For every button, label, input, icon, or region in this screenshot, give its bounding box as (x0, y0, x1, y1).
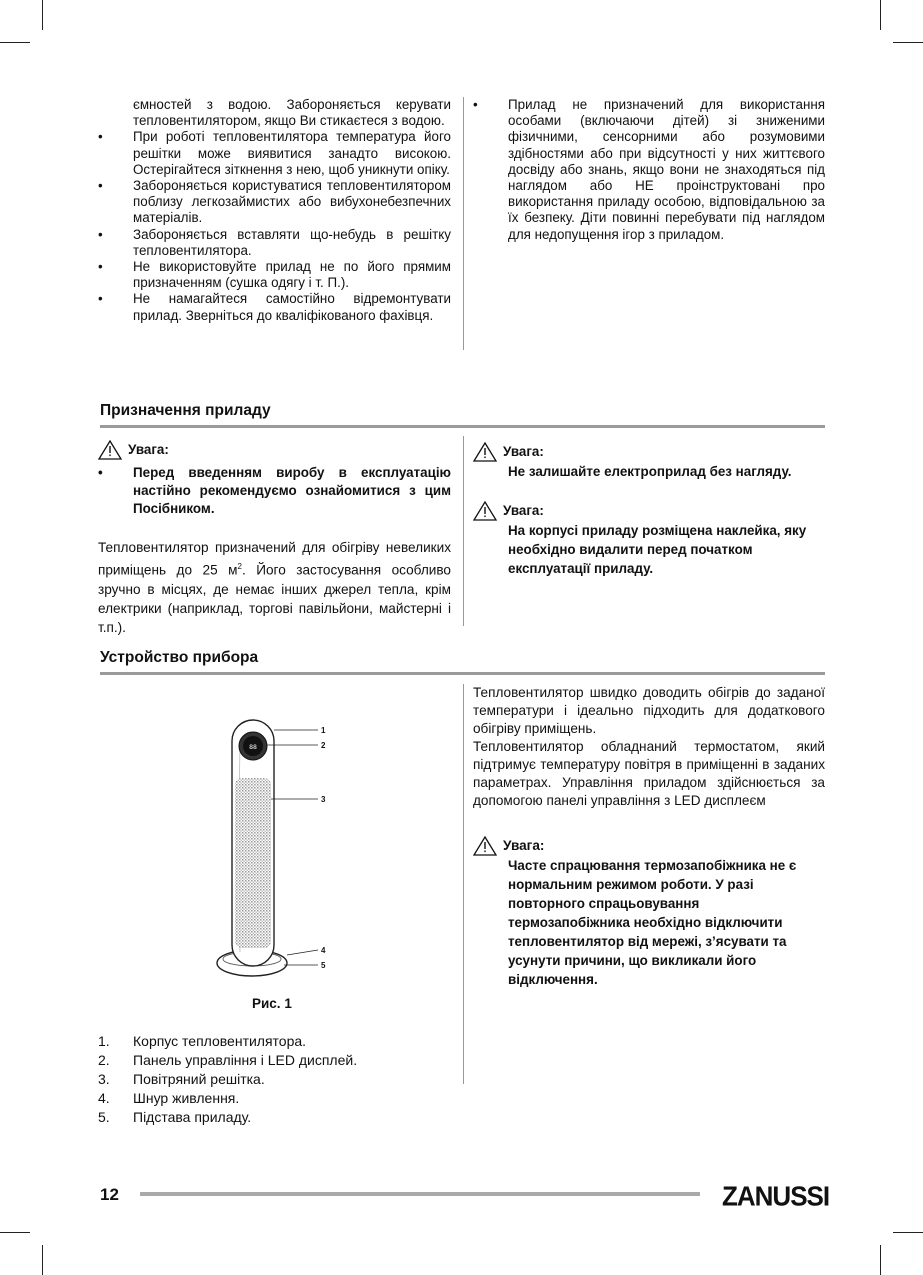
section-rule (100, 425, 825, 428)
purpose-paragraph: Тепловентилятор призначений для обігріву невеликих приміщень до 25 $м^2$. Його застосування особливо зручно в місцях, де немає інших джерел тепла, крім електрики (наприклад, торгові павільйони, майстерні і т.п.). (98, 540, 451, 635)
callout-2: 2 (321, 741, 326, 750)
warning-text: Часте спрацювання термозапобіжника не є нормальним режимом роботи. У разі повторного спрацьовування термозапобіжника необхідно відключити тепловентилятор від мережі, з’ясувати та усунути причини, що викликали його відключення. (508, 858, 797, 987)
list-item: 3. Повітряний решітка. (98, 1071, 265, 1087)
footer-rule (140, 1192, 700, 1196)
list-item: 5. Підстава приладу. (98, 1109, 252, 1125)
callout-3: 3 (321, 795, 326, 804)
warning-text: На корпусі приладу розміщена наклейка, яку необхідно видалити перед початком експлуатації приладу. (508, 523, 807, 576)
list-item: • Забороняється користуватися тепловентилятором поблизу легкозаймистих або вибухонебезпечних матеріалів. (98, 178, 451, 226)
column-divider (463, 684, 464, 1084)
continued-text: ємностей з водою. Забороняється керувати тепловентилятором, якщо Ви стикаєтеся з водою. (133, 97, 451, 129)
warning-icon (473, 836, 497, 856)
grille-shape (235, 778, 271, 948)
top-right-column (473, 97, 825, 243)
callout-1: 1 (321, 726, 326, 735)
purpose-right-column (473, 442, 825, 578)
device-paragraph: Тепловентилятор швидко доводить обігрів до заданої температури і ідеально підходить для додаткового обігріву приміщень. (473, 685, 825, 736)
callout-4: 4 (321, 946, 326, 955)
warning-heading: Увага: (473, 501, 825, 521)
warning-icon (98, 440, 122, 460)
callout-5: 5 (321, 961, 326, 970)
list-item: • Перед введенням виробу в експлуатацію настійно рекомендуємо ознайомитися з цим Посібником. (98, 465, 451, 516)
list-item: 2. Панель управління і LED дисплей. (98, 1052, 358, 1068)
figure-caption: Рис. 1 (252, 996, 292, 1011)
crop-mark (880, 0, 881, 30)
device-right-column (473, 684, 825, 989)
column-divider (463, 97, 464, 350)
page-number: 12 (100, 1185, 119, 1204)
column-divider (463, 436, 464, 626)
list-item: • Прилад не призначений для використання особами (включаючи дітей) зі зниженими фізичними, сенсорними або розумовими здібностями або при відсутності у них життєвого досвіду або знань, якщо вони не знаходяться під наглядом або НЕ проінструктовані про використання приладу особою, відповідальною за їх безпеку. Діти повинні перебувати під наглядом для недопущення ігор з приладом. (473, 97, 825, 242)
crop-mark (880, 1245, 881, 1275)
warning-heading: Увага: (98, 440, 451, 460)
warning-heading: Увага: (473, 836, 825, 856)
list-item: 4. Шнур живлення. (98, 1090, 240, 1106)
crop-mark (893, 1232, 923, 1233)
warning-text: Не залишайте електроприлад без нагляду. (508, 464, 792, 479)
list-item: • Не використовуйте прилад не по його прямим призначенням (сушка одягу і т. П.). (98, 259, 451, 291)
purpose-left-column (98, 440, 451, 637)
list-item: 1. Корпус тепловентилятора. (98, 1033, 307, 1049)
brand-logo: ZANUSSI (722, 1180, 830, 1212)
led-display: 88 (249, 743, 257, 751)
crop-mark (0, 1232, 30, 1233)
device-paragraph: Тепловентилятор обладнаний термостатом, який підтримує температуру повітря в приміщенні в заданих параметрах. Управління приладом здійснюється за допомогою панелі управління з LED дисплеєм (473, 739, 825, 808)
crop-mark (893, 42, 923, 43)
warning-icon (473, 442, 497, 462)
section-title-purpose: Призначення приладу (100, 402, 271, 419)
warning-heading: Увага: (473, 442, 825, 462)
top-left-column (98, 97, 451, 324)
section-title-device: Устройство прибора (100, 649, 259, 666)
list-item: • Забороняється вставляти що-небудь в решітку тепловентилятора. (98, 226, 451, 258)
crop-mark (0, 42, 30, 43)
heater-figure (200, 712, 350, 987)
parts-list (98, 1032, 451, 1127)
crop-mark (42, 1245, 43, 1275)
list-item: • При роботі тепловентилятора температура його решітки може виявитися занадто високою. Остерігайтеся зіткнення з нею, щоб уникнути опіку. (98, 129, 451, 177)
warning-icon (473, 501, 497, 521)
section-rule (100, 672, 825, 675)
crop-mark (42, 0, 43, 30)
list-item: • Не намагайтеся самостійно відремонтувати прилад. Зверніться до кваліфікованого фахівця. (98, 291, 451, 323)
